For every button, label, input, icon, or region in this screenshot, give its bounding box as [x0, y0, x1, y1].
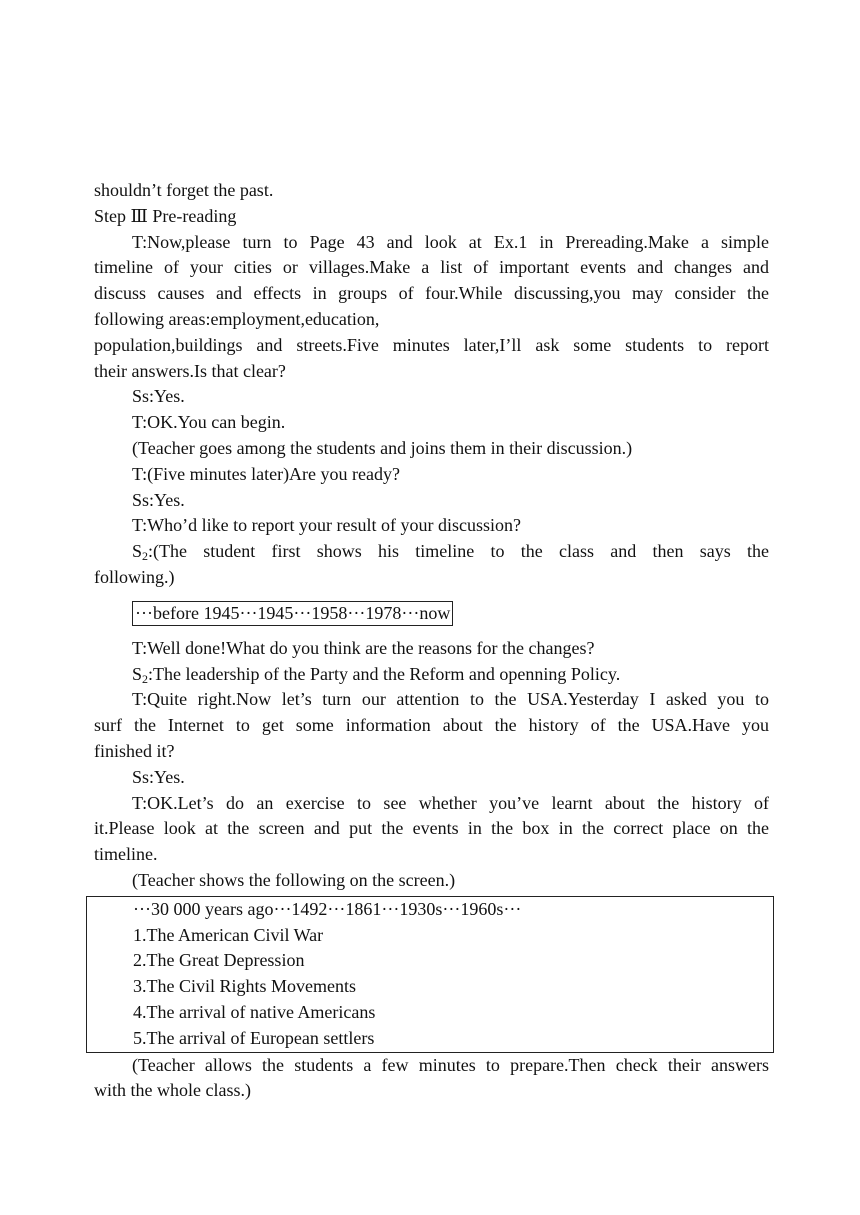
dialogue-section-intro [94, 178, 769, 539]
text-line: T:Quite right.Now let’s turn our attention to the USA.Yesterday I asked you to [132, 689, 769, 710]
event-item: 5.The arrival of European settlers [133, 1027, 375, 1048]
text-line: (Teacher shows the following on the screen.) [132, 869, 456, 890]
usa-timeline: ···30 000 years ago···1492···1861···1930s···1960s··· [133, 898, 522, 919]
text-line: T:OK.You can begin. [132, 412, 286, 433]
text-line: discuss causes and effects in groups of four.While discussing,you may consider the [94, 283, 769, 304]
student-timeline-box: ···before 1945···1945···1958···1978···now [132, 601, 453, 626]
text-line: Step Ⅲ Pre-reading [94, 205, 237, 226]
event-item: 4.The arrival of native Americans [133, 1001, 376, 1022]
text-line: (Teacher allows the students a few minutes to prepare.Then check their answers [132, 1054, 769, 1075]
text-line: T:(Five minutes later)Are you ready? [132, 463, 401, 484]
s2-report-line-continued: following.) [94, 566, 175, 587]
text-line: (Teacher goes among the students and joins them in their discussion.) [132, 437, 633, 458]
text-line: Ss:Yes. [132, 386, 185, 407]
text-line: finished it? [94, 740, 175, 761]
text-line: timeline of your cities or villages.Make a list of important events and changes and [94, 257, 769, 278]
text-line: T:OK.Let’s do an exercise to see whether you’ve learnt about the history of [132, 792, 769, 813]
event-item: 2.The Great Depression [133, 950, 305, 971]
screen-exercise-box [86, 896, 774, 1053]
document-body [94, 178, 769, 1104]
text-line: their answers.Is that clear? [94, 360, 286, 381]
text-line: following areas:employment,education, [94, 308, 380, 329]
event-item: 1.The American Civil War [133, 924, 324, 945]
text-line: T:Who’d like to report your result of your discussion? [132, 515, 522, 536]
text-line: population,buildings and streets.Five minutes later,I’ll ask some students to report [94, 334, 769, 355]
teacher-question-line: T:Well done!What do you think are the reasons for the changes? [132, 637, 595, 658]
text-line: T:Now,please turn to Page 43 and look at Ex.1 in Prereading.Make a simple [132, 231, 769, 252]
dialogue-section-closing [94, 1053, 769, 1105]
text-line: Ss:Yes. [132, 489, 185, 510]
s2-answer-line: $S_2:The$ leadership of the Party and the Reform and openning Policy. [132, 663, 621, 686]
text-line: shouldn’t forget the past. [94, 180, 274, 200]
text-line: Ss:Yes. [132, 766, 185, 787]
event-item: 3.The Civil Rights Movements [133, 976, 356, 997]
text-line: timeline. [94, 844, 158, 865]
text-line: with the whole class.) [94, 1080, 251, 1101]
s2-report-line: $S_2:(The$ student first shows his timeline to the class and then says the [132, 541, 769, 564]
text-line: surf the Internet to get some information about the history of the USA.Have you [94, 715, 769, 736]
event-list [87, 923, 773, 1052]
text-line: it.Please look at the screen and put the events in the box in the correct place on the [94, 818, 769, 839]
dialogue-section-usa [94, 687, 769, 893]
